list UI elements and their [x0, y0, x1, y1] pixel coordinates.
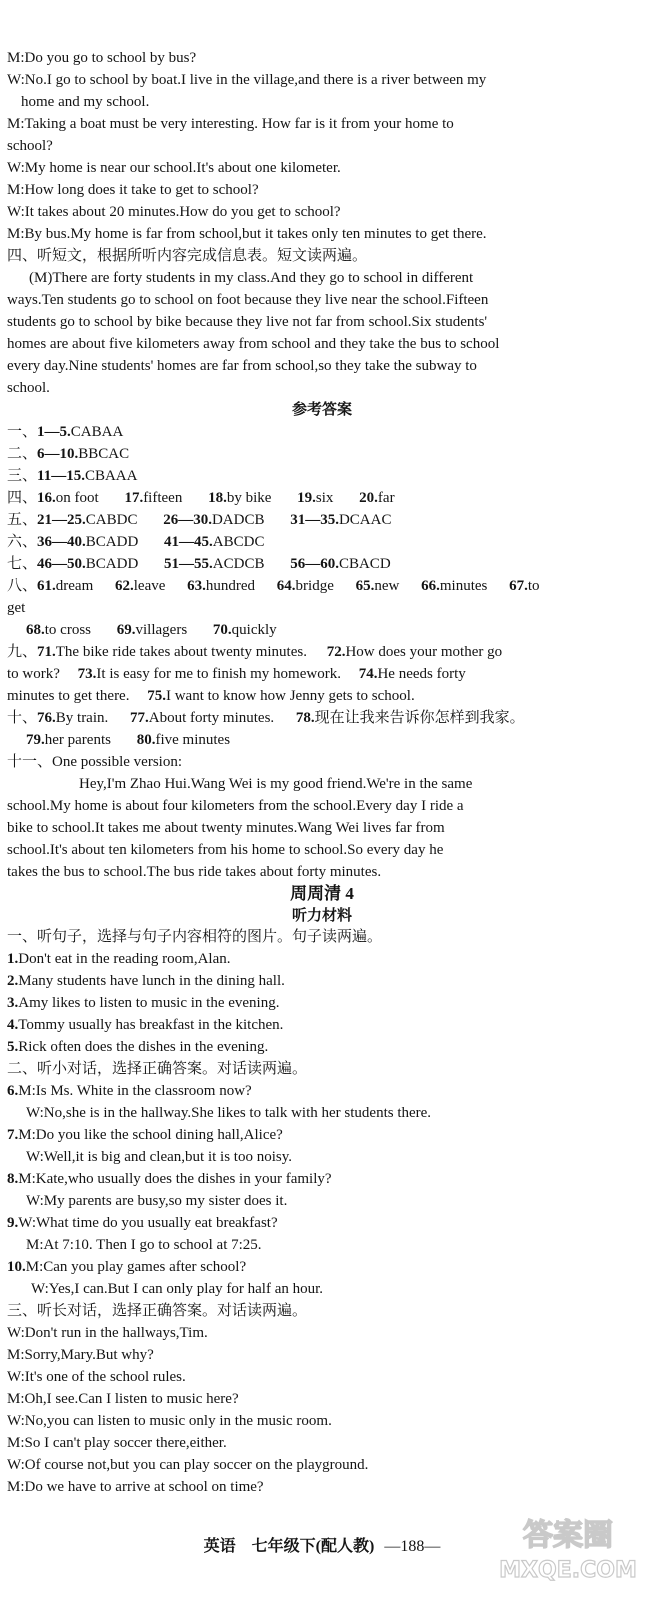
- essay-line: takes the bus to school.The bus ride takes about forty minutes.: [7, 864, 382, 880]
- watermark-cn-text: 答案圈: [523, 1518, 613, 1553]
- watermark-logo: [498, 1505, 638, 1590]
- dialog-line: M:Oh,I see.Can I listen to music here?: [7, 1391, 239, 1407]
- answer-row: 五、21—25.CABDC 26—30.DADCB 31—35.DCAAC: [7, 512, 392, 528]
- question-item: 2.Many students have lunch in the dining hall.: [7, 973, 285, 989]
- answer-row: 六、36—40.BCADD 41—45.ABCDC: [7, 534, 265, 550]
- dialog-line: M:Do we have to arrive at school on time?: [7, 1479, 264, 1495]
- section-heading: 三、听长对话，选择正确答案。对话读两遍。: [7, 1303, 308, 1319]
- passage-line: students go to school by bike because they live not far from school.Six students': [7, 314, 488, 330]
- answer-row: 68.to cross 69.villagers 70.quickly: [26, 622, 277, 638]
- week-title: 周周清 4: [290, 884, 354, 903]
- dialog-line: M:Taking a boat must be very interesting. How far is it from your home to: [7, 116, 454, 132]
- dialog-line: W:Of course not,but you can play soccer on the playground.: [7, 1457, 369, 1473]
- passage-line: school.: [7, 380, 50, 396]
- question-item: 4.Tommy usually has breakfast in the kitchen.: [7, 1017, 284, 1033]
- answer-row: 八、61.dream 62.leave 63.hundred 64.bridge 65.new 66.minutes 67.to: [7, 578, 540, 594]
- answer-row: to work? 73.It is easy for me to finish my homework. 74.He needs forty: [7, 666, 466, 682]
- dialog-line: M:So I can't play soccer there,either.: [7, 1435, 227, 1451]
- answer-line: W:Yes,I can.But I can only play for half an hour.: [31, 1281, 324, 1297]
- dialog-line: M:Do you go to school by bus?: [7, 50, 197, 66]
- dialog-line: W:It's one of the school rules.: [7, 1369, 186, 1385]
- passage-line: ways.Ten students go to school on foot because they live near the school.Fifteen: [7, 292, 489, 308]
- answer-line: W:My parents are busy,so my sister does it.: [26, 1193, 288, 1209]
- section-heading: 四、听短文，根据所听内容完成信息表。短文读两遍。: [7, 248, 368, 264]
- question-item: 6.M:Is Ms. White in the classroom now?: [7, 1083, 252, 1099]
- passage-line: (M)There are forty students in my class.And they go to school in different: [29, 270, 474, 286]
- passage-line: every day.Nine students' homes are far from school,so they take the subway to: [7, 358, 477, 374]
- answer-row: 七、46—50.BCADD 51—55.ACDCB 56—60.CBACD: [7, 556, 391, 572]
- question-item: 10.M:Can you play games after school?: [7, 1259, 247, 1275]
- essay-line: Hey,I'm Zhao Hui.Wang Wei is my good friend.We're in the same: [79, 776, 473, 792]
- dialog-line: school?: [7, 138, 53, 154]
- answer-row: 一、1—5.CABAA: [7, 424, 124, 440]
- dialog-line: W:No,you can listen to music only in the music room.: [7, 1413, 332, 1429]
- essay-line: bike to school.It takes me about twenty minutes.Wang Wei lives far from: [7, 820, 445, 836]
- essay-line: school.It's about ten kilometers from his home to school.So every day he: [7, 842, 444, 858]
- answer-line: W:No,she is in the hallway.She likes to talk with her students there.: [26, 1105, 432, 1121]
- page-footer: 英语 七年级下(配人教) —188—: [203, 1538, 441, 1555]
- answer-line: W:Well,it is big and clean,but it is too noisy.: [26, 1149, 292, 1165]
- answer-row: 四、16.on foot 17.fifteen 18.by bike 19.six 20.far: [7, 490, 395, 506]
- essay-line: school.My home is about four kilometers from the school.Every day I ride a: [7, 798, 464, 814]
- question-item: 1.Don't eat in the reading room,Alan.: [7, 951, 231, 967]
- section-heading: 二、听小对话，选择正确答案。对话读两遍。: [7, 1061, 308, 1077]
- dialog-line: M:By bus.My home is far from school,but it takes only ten minutes to get there.: [7, 226, 487, 242]
- answer-row: 三、11—15.CBAAA: [7, 468, 138, 484]
- dialog-line: W:It takes about 20 minutes.How do you get to school?: [7, 204, 341, 220]
- answer-line: M:At 7:10. Then I go to school at 7:25.: [26, 1237, 262, 1253]
- listening-title: 听力材料: [291, 908, 352, 924]
- answer-row: 九、71.The bike ride takes about twenty minutes. 72.How does your mother go: [7, 644, 503, 660]
- answer-row: 二、6—10.BBCAC: [7, 446, 130, 462]
- answer-row: get: [7, 600, 26, 616]
- watermark-url-text: MXQE.COM: [499, 1558, 637, 1583]
- question-item: 9.W:What time do you usually eat breakfast?: [7, 1215, 278, 1231]
- question-item: 5.Rick often does the dishes in the evening.: [7, 1039, 269, 1055]
- question-item: 3.Amy likes to listen to music in the evening.: [7, 995, 280, 1011]
- question-item: 7.M:Do you like the school dining hall,Alice?: [7, 1127, 283, 1143]
- dialog-line: W:Don't run in the hallways,Tim.: [7, 1325, 208, 1341]
- dialog-line: M:Sorry,Mary.But why?: [7, 1347, 154, 1363]
- answer-row: 十、76.By train. 77.About forty minutes. 78.现在让我来告诉你怎样到我家。: [7, 710, 525, 726]
- question-item: 8.M:Kate,who usually does the dishes in your family?: [7, 1171, 332, 1187]
- answer-row: 79.her parents 80.five minutes: [26, 732, 231, 748]
- answers-title: 参考答案: [291, 402, 352, 418]
- section-heading: 一、听句子，选择与句子内容相符的图片。句子读两遍。: [7, 929, 383, 945]
- answer-row: minutes to get there. 75.I want to know how Jenny gets to school.: [7, 688, 415, 704]
- dialog-line: home and my school.: [21, 94, 150, 110]
- dialog-line: W:My home is near our school.It's about one kilometer.: [7, 160, 341, 176]
- dialog-line: M:How long does it take to get to school?: [7, 182, 259, 198]
- answer-row: 十一、One possible version:: [7, 754, 182, 770]
- dialog-line: W:No.I go to school by boat.I live in the village,and there is a river between my: [7, 72, 487, 88]
- passage-line: homes are about five kilometers away from school and they take the bus to school: [7, 336, 500, 352]
